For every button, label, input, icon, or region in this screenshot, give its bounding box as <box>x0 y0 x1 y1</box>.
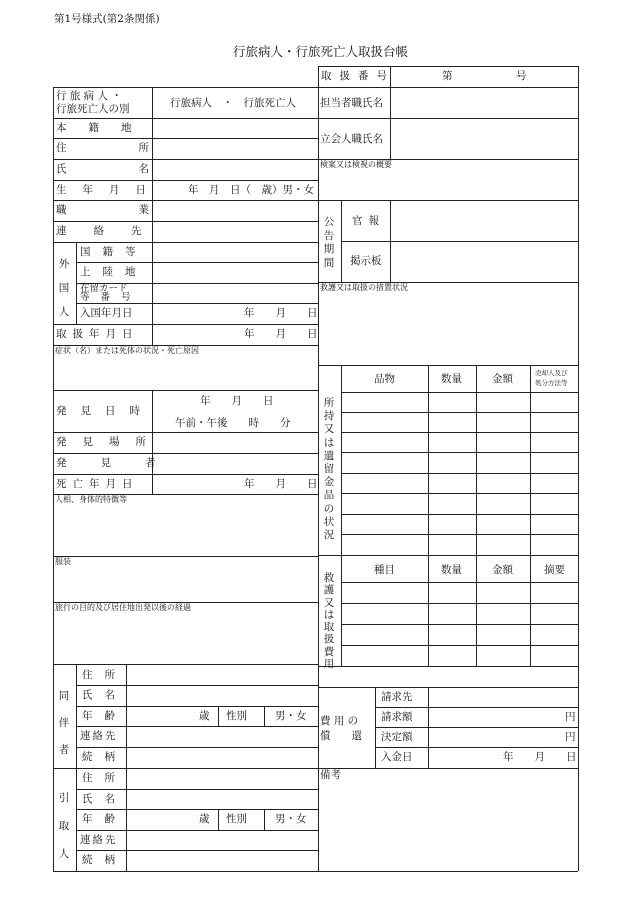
claim-amount-label: 請求額 <box>381 711 413 723</box>
decided-amount-yen: 円 <box>565 731 576 743</box>
companion-zokugara-label: 続柄 <box>82 751 127 763</box>
relief-status-label: 救護又は取扱の措置状況 <box>320 283 408 292</box>
remarks-label: 備考 <box>320 769 341 781</box>
col-disposal-1: 売却人及び <box>535 369 568 377</box>
claimant-renraku-label: 連絡先 <box>80 834 118 846</box>
foreign-group-label: 外国人 <box>58 258 70 318</box>
distinction-label-2: 行旅死亡人の別 <box>56 103 130 115</box>
companion-danjo: 男・女 <box>275 710 307 722</box>
companion-renraku-label: 連絡先 <box>80 730 118 742</box>
discoverer-label: 発見者 <box>56 457 190 469</box>
companion-age-label: 年齢 <box>82 710 127 722</box>
toriatsukai-date-value: 年 月 日 <box>244 328 318 340</box>
number-go: 号 <box>516 70 527 82</box>
birth-label: 生年月日 <box>56 184 162 196</box>
clothing-label: 服装 <box>55 557 71 566</box>
col-disposal-2: 処分方法等 <box>535 379 568 387</box>
claim-amount-yen: 円 <box>565 711 576 723</box>
claimant-jusho-label: 住所 <box>82 772 127 784</box>
companion-shimei-label: 氏名 <box>82 689 127 701</box>
claimant-seibetsu: 性別 <box>226 813 247 825</box>
col-item: 品物 <box>374 373 395 385</box>
features-label: 人相、身体的特徴等 <box>55 495 127 504</box>
jusho-label: 住所 <box>56 142 221 154</box>
number-label: 取扱番号 <box>321 70 395 82</box>
col-qty: 数量 <box>441 373 462 385</box>
shokugyo-label: 職業 <box>56 204 221 216</box>
companion-sai: 歳 <box>199 710 210 722</box>
claimant-danjo: 男・女 <box>275 813 307 825</box>
kanpo-label: 官報 <box>352 215 385 227</box>
col-amount: 金額 <box>492 373 513 385</box>
joriku-label: 上陸地 <box>80 266 148 278</box>
notice-period-label: 公告期間 <box>323 216 335 269</box>
discovery-time: 午前・午後 時 分 <box>175 417 291 429</box>
discovery-datetime-label: 発見日時 <box>56 405 154 417</box>
col-note: 摘要 <box>544 564 565 576</box>
claimant-sai: 歳 <box>199 813 210 825</box>
claimant-shimei-label: 氏名 <box>82 793 127 805</box>
repayment-label-1: 費 用 の <box>320 715 359 727</box>
symptoms-label: 症状（名）または死体の状況・死亡原因 <box>55 346 199 355</box>
shimei-label: 氏名 <box>56 163 221 175</box>
entry-date-value: 年 月 日 <box>244 307 318 319</box>
honseki-label: 本籍地 <box>56 122 154 134</box>
card-label-2: 等 番 号 <box>80 292 135 303</box>
claimant-group-label: 引取人 <box>58 792 70 860</box>
col-type: 種目 <box>374 564 395 576</box>
entry-date-label: 入国年月日 <box>80 307 133 319</box>
kokuseki-label: 国籍等 <box>80 246 148 258</box>
deposit-date-value: 年 月 日 <box>503 751 577 763</box>
form-title: 行旅病人・行旅死亡人取扱台帳 <box>233 44 409 59</box>
form-number: 第1号様式(第2条関係) <box>54 13 160 25</box>
decided-amount-label: 決定額 <box>381 731 413 743</box>
number-dai: 第 <box>442 70 453 82</box>
renrakusaki-label: 連絡先 <box>56 225 169 237</box>
death-date-label: 死亡年月日 <box>56 478 139 490</box>
expenses-label: 救護又は取扱費用 <box>323 572 335 671</box>
keijiban-label: 掲示板 <box>350 255 382 267</box>
death-date-value: 年 月 日 <box>244 478 318 490</box>
belongings-label: 所持又は遺留金品の状況 <box>323 397 335 542</box>
discovery-place-label: 発見場所 <box>56 436 162 448</box>
officer-label: 担当者職氏名 <box>320 97 383 109</box>
companion-group-label: 同伴者 <box>58 690 70 756</box>
companion-jusho-label: 住所 <box>82 669 127 681</box>
toriatsukai-date-label: 取扱年月日 <box>56 328 139 340</box>
claimant-zokugara-label: 続柄 <box>82 854 127 866</box>
birth-value: 年 月 日（ 歳）男・女 <box>188 184 314 196</box>
witness-label: 立会人職氏名 <box>320 133 383 145</box>
claim-to-label: 請求先 <box>381 691 413 703</box>
distinction-value: 行旅病人 ・ 行旅死亡人 <box>170 97 296 109</box>
card-label-1: 在留カード <box>80 283 128 294</box>
distinction-label-1: 行 旅 病 人 ・ <box>56 90 122 102</box>
discovery-ymd: 年 月 日 <box>200 395 274 407</box>
travel-purpose-label: 旅行の目的及び居住地出発以後の経過 <box>55 603 191 612</box>
inspection-label: 検案又は検視の概要 <box>320 160 392 169</box>
companion-seibetsu: 性別 <box>226 710 247 722</box>
claimant-age-label: 年齢 <box>82 813 127 825</box>
col-amount2: 金額 <box>492 564 513 576</box>
repayment-label-2: 償 還 <box>320 730 362 742</box>
col-qty2: 数量 <box>441 564 462 576</box>
deposit-date-label: 入金日 <box>381 751 413 763</box>
